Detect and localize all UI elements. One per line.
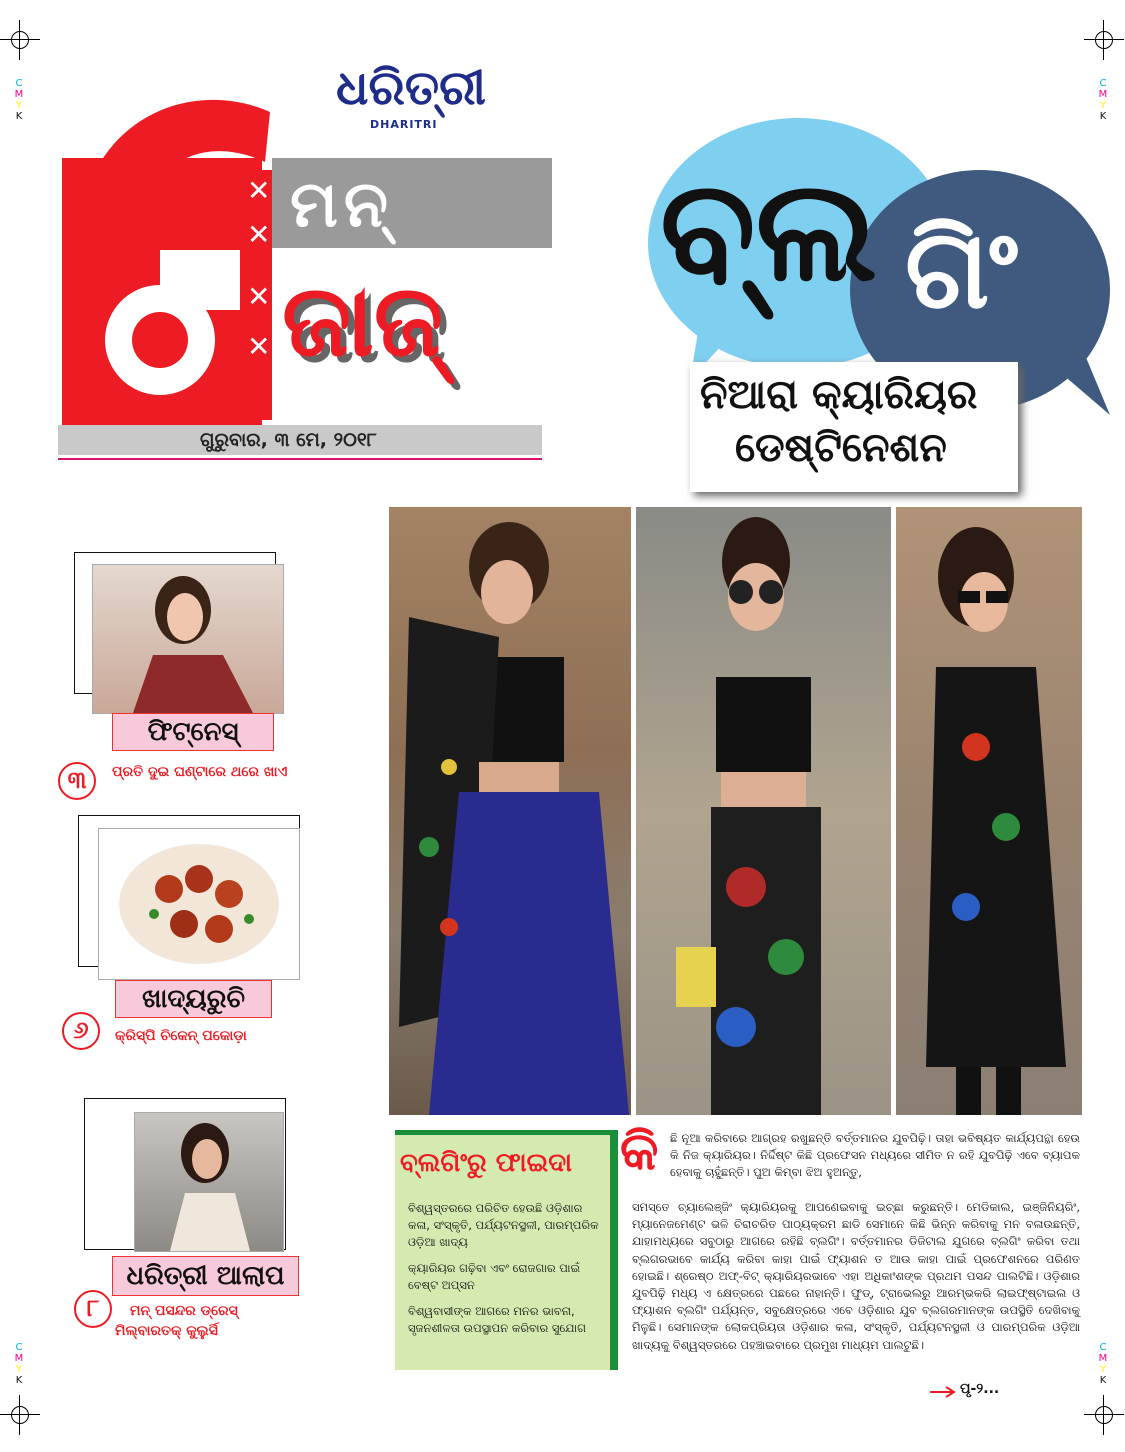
cmyk-strip: C M Y K	[1098, 1342, 1108, 1386]
feature-subtitle-line2: ଡେଷ୍ଟିନେଶନ	[735, 425, 947, 471]
fashion-photo-2	[636, 507, 891, 1115]
feature-title-part1: ବ୍ଲ	[660, 150, 878, 313]
section-title-bottom: ଜାଜ୍	[282, 262, 443, 379]
date-underline	[58, 458, 542, 460]
registration-mark-icon	[0, 1395, 40, 1435]
registration-mark-icon	[1084, 1395, 1124, 1435]
cross-icon: ✕	[247, 218, 271, 251]
article-dropcap: କି	[620, 1122, 659, 1182]
teaser-page-number: ୩	[58, 762, 96, 800]
teaser-page-number: ୮	[74, 1290, 112, 1328]
teaser-page-number: ୬	[62, 1012, 100, 1050]
issue-date: ଗୁରୁବାର, ୩ ମେ, ୨୦୧୮	[200, 429, 377, 451]
benefit-item: ବିଶ୍ୱସ୍ତରରେ ପରିଚିତ ହେଉଛି ଓଡ଼ିଶାର କଳା, ସଂସ୍କୃତି, ପର୍ଯ୍ୟଟନସ୍ଥଳୀ, ପାରମ୍ପରିକ ଓଡ଼ିଆ ଖାଦ୍ୟ	[408, 1201, 599, 1249]
fashion-photo-1	[389, 507, 631, 1115]
teaser-image	[92, 564, 284, 714]
benefits-title: ବ୍ଲଗିଂରୁ ଫାଇଦା	[400, 1148, 573, 1178]
teaser-subtitle: ମିଲ୍‌ବାରତକ୍ କୁଲୁର୍ସି	[115, 1323, 218, 1339]
benefits-list	[408, 1200, 603, 1346]
teaser-image	[98, 828, 300, 980]
article-lead: ଛି ନୂଆ କରିବାରେ ଆଗ୍ରହ ରଖୁଛନ୍ତି ବର୍ତ୍ତମାନର ଯୁବପିଢ଼ି। ତାହା ଭବିଷ୍ୟତ କାର୍ଯ୍ୟପନ୍ଥା ହେଉ କି ନିଜ କ୍ୟାରିୟର। ନିର୍ଦ୍ଦିଷ୍ଟ କିଛି ପ୍ରଫେସନ ମଧ୍ୟରେ ସୀମିତ ନ ରହି ଯୁବପିଢ଼ି ଏବେ ବ୍ୟାପକ ହେବାକୁ ଚାହୁଁଛନ୍ତି। ପୁଅ କିମ୍ବା ଝିଅ ହୁଅନ୍ତୁ,	[670, 1131, 1080, 1180]
cross-icon: ✕	[247, 280, 271, 313]
cmyk-strip: C M Y K	[14, 1342, 24, 1386]
benefit-item: ବିଶ୍ୱବାସୀଙ୍କ ଆଗରେ ମନର ଭାବନା, ସୃଜନଶୀଳତା ଉପସ୍ଥାପନ କରିବାର ସୁଯୋଗ	[408, 1304, 586, 1335]
arrow-right-icon	[930, 1385, 958, 1399]
teaser-tag: ଫିଟ୍‌ନେସ୍	[112, 713, 274, 751]
teaser-subtitle: ପ୍ରତି ଦୁଇ ଘଣ୍ଟାରେ ଥରେ ଖାଏ	[112, 764, 288, 780]
teaser-subtitle: କ୍ରିସ୍ପି ଚିକେନ୍ ପକୋଡ଼ା	[115, 1028, 247, 1044]
speech-bubble-tail	[1040, 355, 1110, 415]
teaser-tag: ଧରିତ୍ରୀ ଆଲାପ	[112, 1256, 299, 1296]
fashion-photo-3	[896, 507, 1082, 1115]
teaser-subtitle: ମନ୍ ପସନ୍ଦର ଡ୍ରେସ୍	[130, 1303, 238, 1319]
feature-subtitle-line1: ନିଆରା କ୍ୟାରିୟର	[700, 372, 978, 418]
cross-icon: ✕	[247, 330, 271, 363]
masthead-red-curl	[70, 250, 250, 430]
brand-logo-en: DHARITRI	[370, 118, 438, 131]
teaser-image	[134, 1112, 284, 1252]
section-title-top: ମନ୍	[290, 168, 394, 242]
feature-title-part2: ଗିଂ	[905, 205, 1018, 333]
cross-icon: ✕	[247, 174, 271, 207]
article-body: ସମସ୍ତେ ଚ୍ୟାଲେଞ୍ଜିଂ କ୍ୟାରିୟରକୁ ଆପଣେଇବାକୁ ଇଚ୍ଛା କରୁଛନ୍ତି। ମେଡିକାଲ, ଇଞ୍ଜିନିୟରିଂ, ମ୍ୟାନେଜମେଣ୍ଟ ଭଳି ଚିରାଚରିତ ପାଠ୍ୟକ୍ରମ ଛାଡି ସେମାନେ କିଛି ଭିନ୍ନ କରିବାକୁ ମନ ବଳାଉଛନ୍ତି, ଯାହାମଧ୍ୟରେ ସବୁଠାରୁ ଆଗରେ ରହିଛି ବ୍ଲଗିଂ। ବର୍ତ୍ତମାନର ଡିଜିଟାଲ ଯୁଗରେ ବ୍ଲଗିଂ କରିବା ତଥା ବ୍ଲଗରଭାବେ କାର୍ଯ୍ୟ କରିବା କାହା ପାଇଁ ଫ୍ୟାଶନ ତ ଆଉ କାହା ପାଇଁ ପ୍ରଫେଶନରେ ପରିଣତ ହୋଇଛି। ଶ୍ରେଷ୍ଠ ଅଫ୍-ବିଟ୍ କ୍ୟାରିୟରଭାବେ ଏହା ଅଧିକାଂଶଙ୍କ ପ୍ରଥମ ପସନ୍ଦ ପାଲଟିଛି। ଓଡ଼ିଶାର ଯୁବପିଢ଼ି ମଧ୍ୟ ଏ କ୍ଷେତ୍ରରେ ପଛରେ ନାହାନ୍ତି। ଫୁଡ୍, ଟ୍ରାଭେଲରୁ ଆରମ୍ଭକରି ଲାଇଫ୍‌ଷ୍ଟାଇଲ ଓ ଫ୍ୟାଶନ ବ୍ଲଗିଂ ପର୍ଯ୍ୟନ୍ତ, ସବୁକ୍ଷେତ୍ରରେ ଏବେ ଓଡ଼ିଶାର ଯୁବ ବ୍ଲଗରମାନଙ୍କ ଉପସ୍ଥିତି ଦେଖିବାକୁ ମିଳୁଛି। ସେମାନଙ୍କ ଲୋକପ୍ରିୟତା ଓଡ଼ିଶାର କଳା, ସଂସ୍କୃତି, ପର୍ଯ୍ୟଟନସ୍ଥଳୀ ଓ ପାରମ୍ପରିକ ଓଡ଼ିଆ ଖାଦ୍ୟକୁ ବିଶ୍ୱସ୍ତରରେ ପହଞ୍ଚାଇବାରେ ପ୍ରମୁଖ ମାଧ୍ୟମ ପାଲଟୁଛି।	[632, 1200, 1080, 1352]
teaser-tag: ଖାଦ୍ୟରୁଚି	[115, 980, 272, 1018]
registration-mark-icon	[1084, 20, 1124, 60]
continued-on-page[interactable]: ପୃ-୨...	[960, 1381, 1000, 1397]
benefit-item: କ୍ୟାରିୟର ଗଢ଼ିବା ଏବଂ ରୋଜଗାର ପାଇଁ ବେଷ୍ଟ ଅପ୍‌ସନ	[408, 1261, 581, 1292]
cmyk-strip: C M Y K	[1098, 78, 1108, 122]
registration-mark-icon	[0, 20, 40, 60]
cmyk-strip: C M Y K	[14, 78, 24, 122]
brand-logo: ଧରିତ୍ରୀ	[336, 60, 486, 116]
